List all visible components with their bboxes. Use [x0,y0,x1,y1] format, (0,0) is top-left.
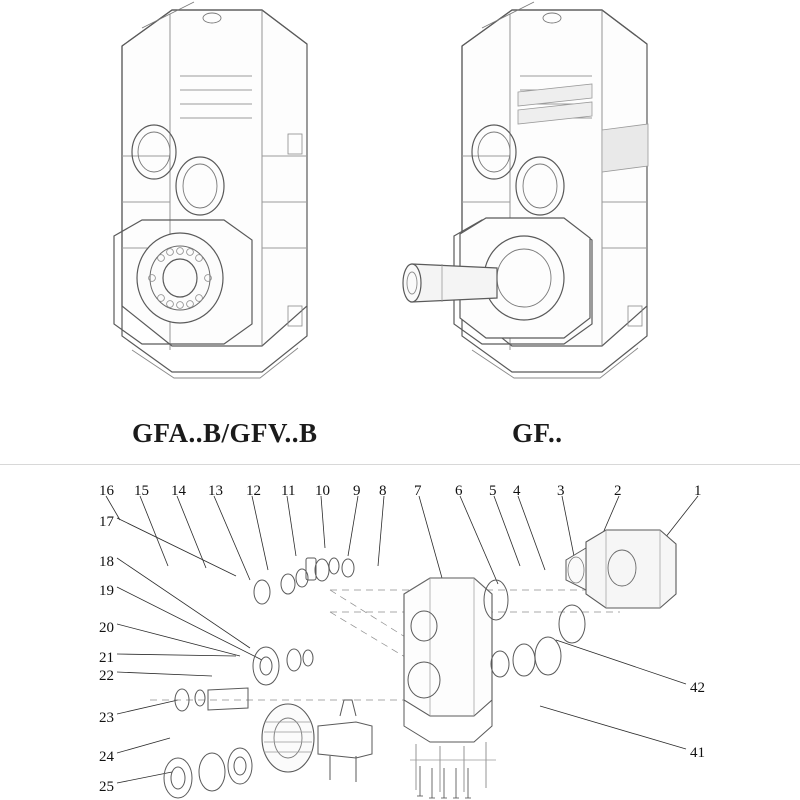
bearings-lower [164,748,252,798]
callout-left-18: 18 [99,554,114,570]
callout-right-42: 42 [690,680,705,696]
output-shaft [403,218,590,338]
callout-top-8: 8 [379,483,387,499]
callout-top-6: 6 [455,483,463,499]
section-divider [0,464,800,465]
gearbox-view-right [403,2,648,378]
callout-left-21: 21 [99,650,114,666]
callout-left-17: 17 [99,514,114,530]
callout-left-25: 25 [99,779,114,795]
callout-top-1: 1 [694,483,702,499]
callout-top-3: 3 [557,483,565,499]
gearbox-view-left [114,2,307,378]
callout-left-20: 20 [99,620,114,636]
callout-left-22: 22 [99,668,114,684]
pinion-shafts [318,700,372,782]
exploded-assembly-diagram [106,496,698,798]
caption-left: GFA..B/GFV..B [132,418,318,448]
callout-top-13: 13 [208,483,223,499]
callout-top-12: 12 [246,483,261,499]
callout-top-16: 16 [99,483,114,499]
callout-top-10: 10 [315,483,330,499]
callout-top-5: 5 [489,483,497,499]
gear-wheel-part [262,704,314,772]
callout-top-9: 9 [353,483,361,499]
callout-top-14: 14 [171,483,186,499]
hollow-shaft-flange [137,233,223,323]
motor-adapter-part [566,530,676,608]
bolt-group [417,766,471,798]
callout-left-23: 23 [99,710,114,726]
callout-left-24: 24 [99,749,114,765]
small-parts-mid [175,647,313,711]
callout-left-19: 19 [99,583,114,599]
callout-top-4: 4 [513,483,521,499]
caption-right: GF.. [512,418,563,448]
callout-top-2: 2 [614,483,622,499]
callout-top-11: 11 [281,483,296,499]
housing-part [404,578,496,792]
callout-right-41: 41 [690,745,705,761]
callout-top-7: 7 [414,483,422,499]
small-parts-upper [254,558,354,604]
ring-stack [484,580,585,677]
callout-top-15: 15 [134,483,149,499]
